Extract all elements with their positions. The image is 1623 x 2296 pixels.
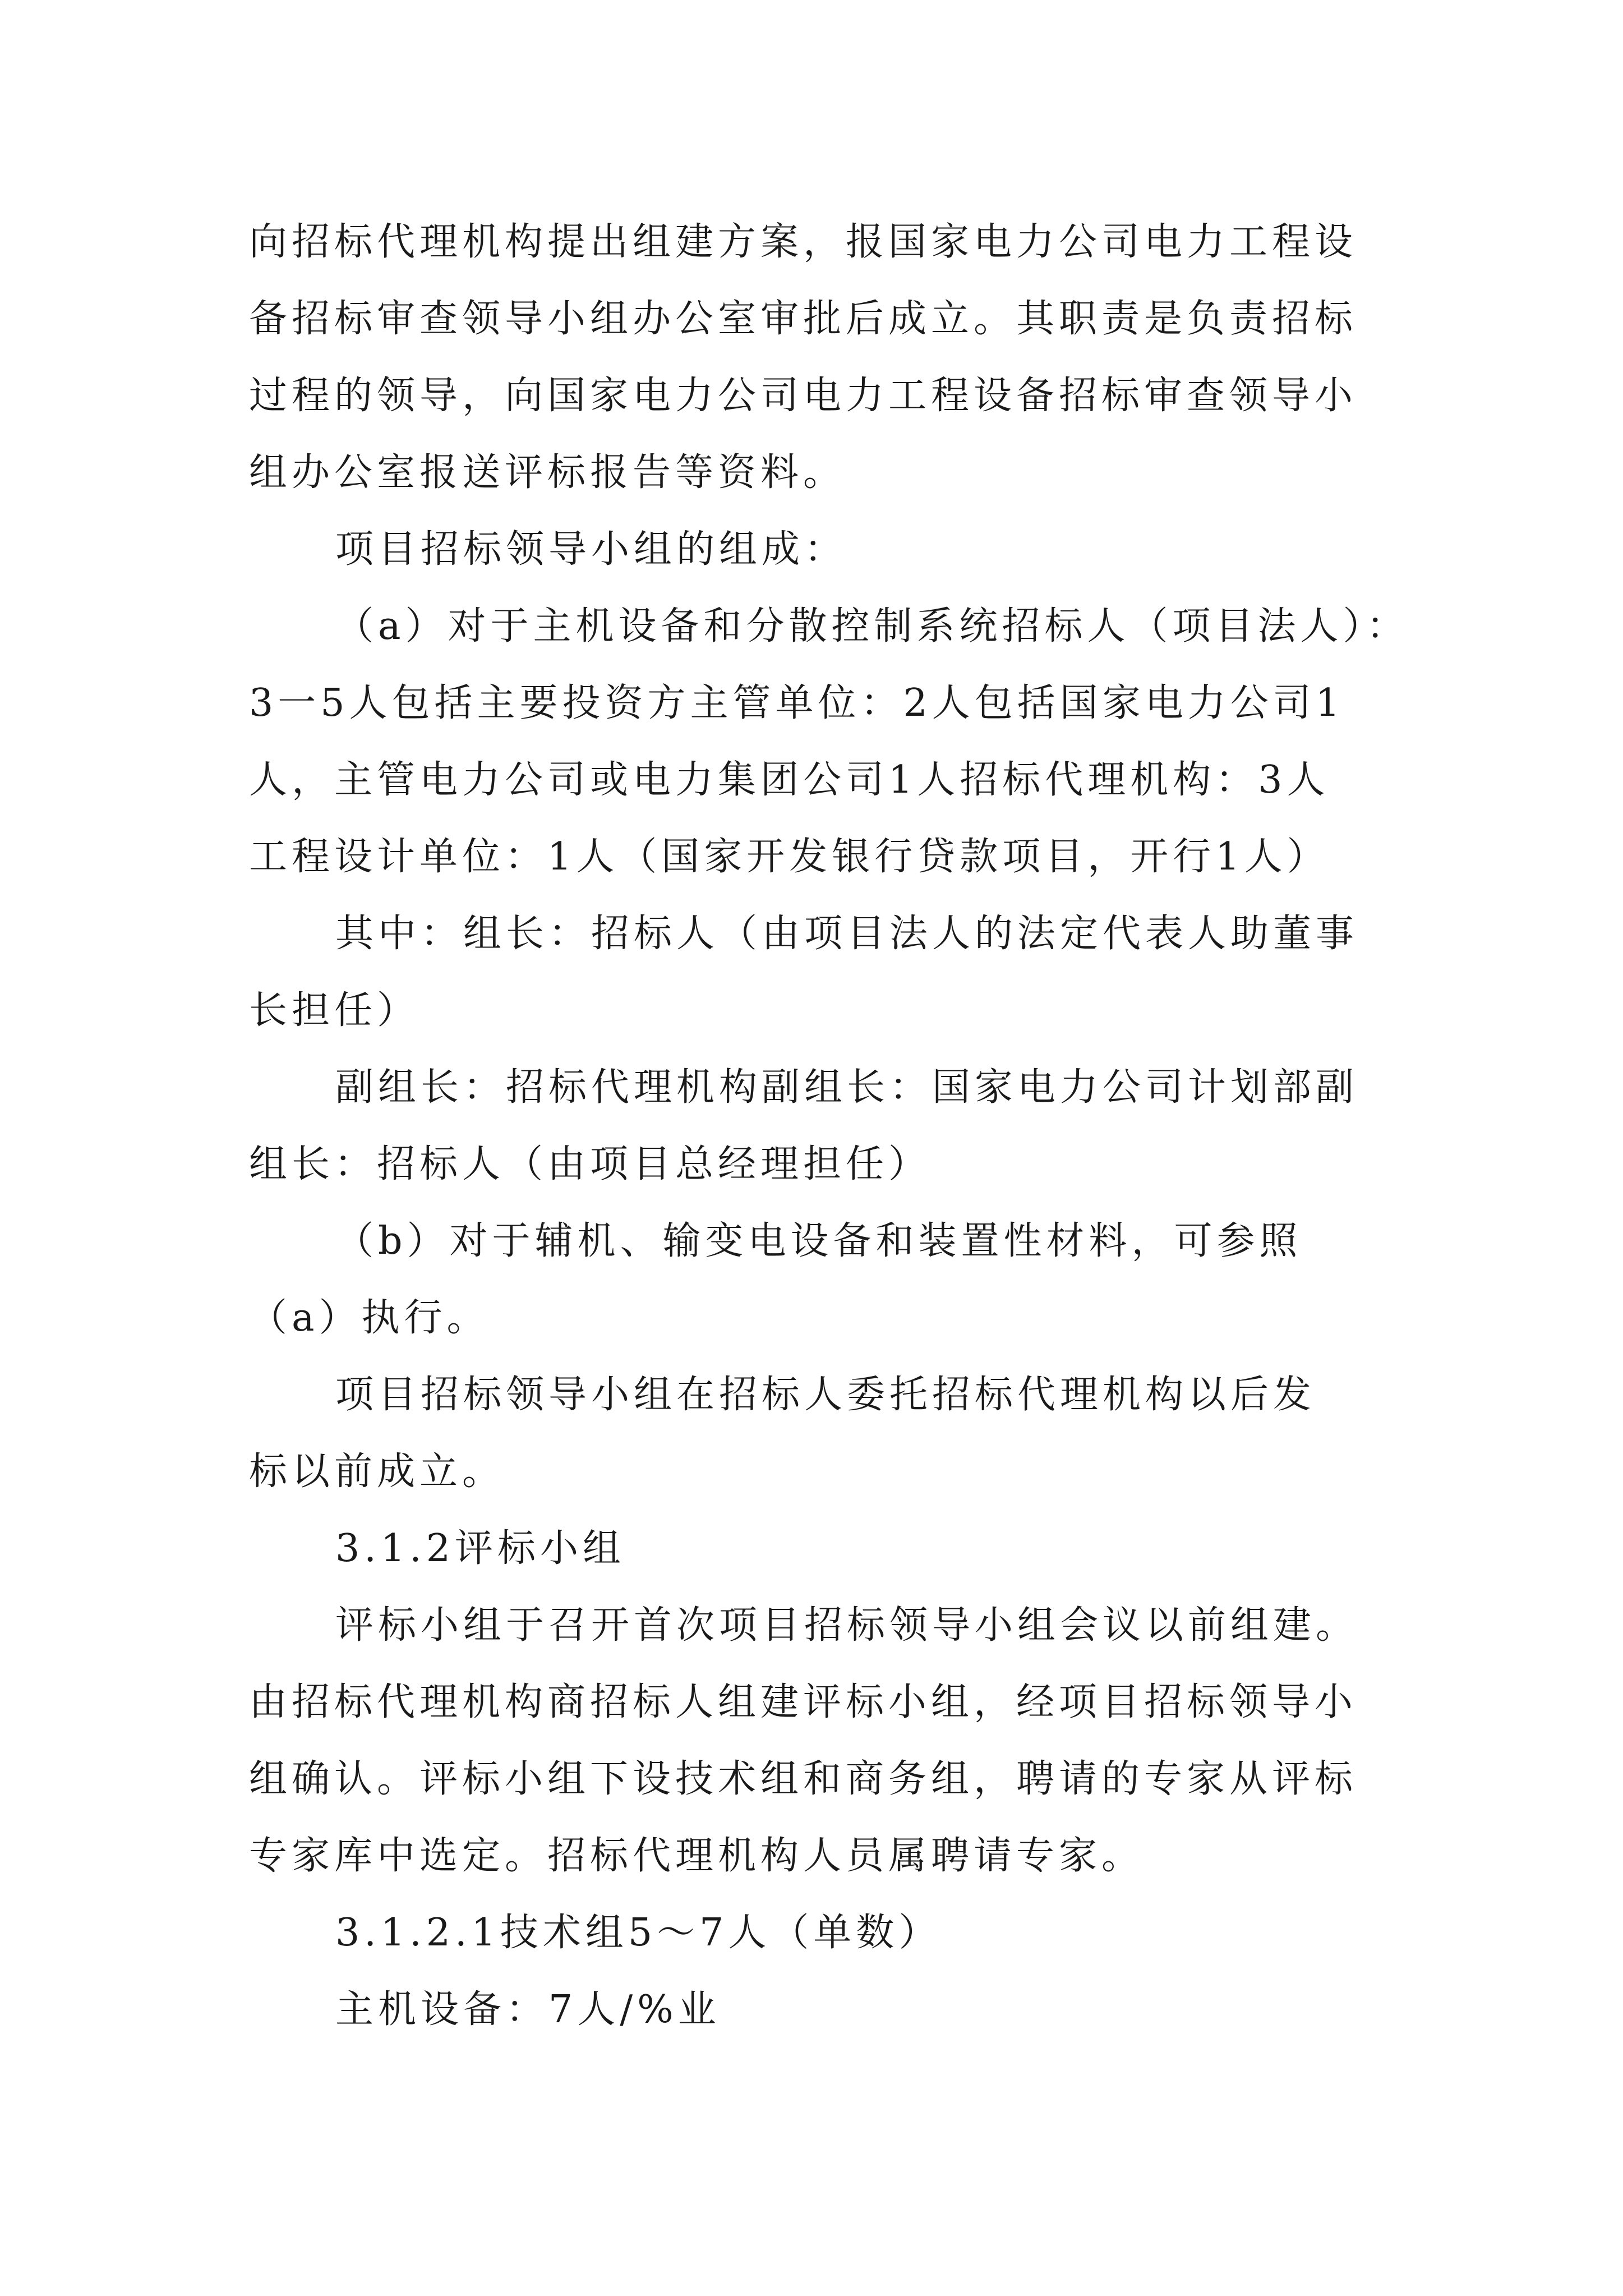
section-heading: 3.1.2评标小组	[335, 1526, 626, 1571]
text-line: 组确认。评标小组下设技术组和商务组，聘请的专家从评标	[249, 1757, 1358, 1801]
text-line: 其中：组长：招标人（由项目法人的法定代表人助董事	[335, 912, 1359, 956]
text-line: 标以前成立。	[249, 1450, 505, 1494]
text-line: 主机设备：7人/%业	[335, 1987, 721, 2032]
text-line: （b）对于辅机、输变电设备和装置性材料，可参照	[335, 1219, 1302, 1263]
text-line: 工程设计单位：1人（国家开发银行贷款项目，开行1人）	[249, 835, 1330, 879]
text-line: 组长：招标人（由项目总经理担任）	[249, 1142, 932, 1186]
text-line: 组办公室报送评标报告等资料。	[249, 450, 846, 495]
text-line: （a）对于主机设备和分散控制系统招标人（项目法人）：	[335, 604, 1409, 648]
text-line: 向招标代理机构提出组建方案，报国家电力公司电力工程设	[249, 220, 1358, 264]
text-line: 人，主管电力公司或电力集团公司1人招标代理机构：3人	[249, 758, 1330, 802]
text-line: 备招标审查领导小组办公室审批后成立。其职责是负责招标	[249, 297, 1358, 341]
text-line: 3一5人包括主要投资方主管单位：2人包括国家电力公司1	[249, 681, 1345, 725]
text-line: 评标小组于召开首次项目招标领导小组会议以前组建。	[335, 1603, 1359, 1648]
text-line: 长担任）	[249, 988, 420, 1033]
section-heading: 3.1.2.1技术组5～7人（单数）	[335, 1911, 942, 1955]
text-line: 专家库中选定。招标代理机构人员属聘请专家。	[249, 1834, 1145, 1878]
text-line: 由招标代理机构商招标人组建评标小组，经项目招标领导小	[249, 1680, 1358, 1724]
text-line: （a）执行。	[249, 1296, 490, 1340]
text-line: 过程的领导，向国家电力公司电力工程设备招标审查领导小	[249, 374, 1358, 418]
text-line: 项目招标领导小组的组成：	[335, 527, 847, 572]
text-line: 副组长：招标代理机构副组长：国家电力公司计划部副	[335, 1065, 1359, 1110]
text-line: 项目招标领导小组在招标人委托招标代理机构以后发	[335, 1373, 1316, 1417]
